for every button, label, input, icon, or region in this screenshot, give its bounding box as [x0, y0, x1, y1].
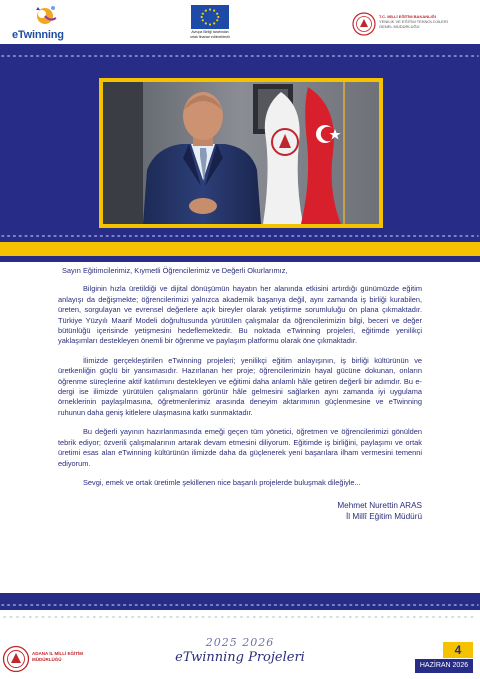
meb-line2: YENİLİK VE EĞİTİM TEKNOLOJİLERİ	[379, 19, 448, 24]
hero-banner	[0, 44, 480, 262]
etwinning-logo	[12, 4, 72, 42]
letter-closing: Sevgi, emek ve ortak üretimle şekillenen nice başarılı projelerde buluşmak dileğiyle...	[83, 477, 361, 487]
meb-seal-icon	[352, 12, 376, 36]
etwinning-star-icon	[32, 4, 58, 28]
year-range: 2025 2026	[205, 636, 275, 649]
eu-flag-icon	[191, 5, 229, 29]
meb-text-block	[379, 14, 448, 29]
letter-paragraph-1: Bilginin hızla üretildiği ve dijital dönüşümün hayatın her alanında etkisini artırdığı günümüzde eğitim anlayışı da değişmekte; öğrencilerimizi yalnızca akademik başarıya değil, aynı zamanda iş birliği kurabilen, üreten, sorgulayan ve evrensel değerlere açık bireyler olarak yetiştirme sorumluluğu ön plana çıkmaktadır. Türkiye Yüzyılı Maarif Modeli doğrultusunda yürütülen çalışmalar da öğrencilerimizin bilgi, beceri ve değer bütünlüğü içerisinde yetişmesini hedeflemektedir. Bu noktada eTwinning projeleri, eğitimde yenilikçi yaklaşımları destekleyen önemli bir öğrenme ve paylaşım platformu olarak öne çıkmaktadır.	[58, 284, 422, 346]
photo-frame	[99, 78, 383, 228]
adana-meb-line1: ADANA İL MİLLİ EĞİTİM	[32, 651, 83, 656]
director-portrait-illustration	[103, 82, 379, 224]
signature-title: İl Millî Eğitim Müdürü	[346, 512, 422, 522]
signature-block	[58, 500, 422, 522]
header	[0, 0, 480, 44]
footer-dotted-divider	[0, 603, 480, 607]
etwinning-wordmark: eTwinning	[12, 29, 64, 41]
eu-logo	[175, 5, 245, 43]
page-number: 4	[443, 642, 473, 658]
adana-meb-line2: MÜDÜRLÜĞÜ	[32, 656, 62, 662]
gold-stripe	[0, 242, 480, 256]
dotted-divider-top	[0, 54, 480, 58]
meb-line3: GENEL MÜDÜRLÜĞÜ	[379, 24, 420, 29]
dotted-divider-bottom	[0, 234, 480, 238]
meb-logo	[352, 12, 472, 40]
eu-caption-line2: ortak finanse edilmektedir	[190, 35, 230, 39]
meb-line1: T.C. MİLLİ EĞİTİM BAKANLIĞI	[379, 14, 436, 19]
director-photo	[103, 82, 379, 224]
letter-paragraph-3: Bu değerli yayının hazırlanmasında emeği geçen tüm yönetici, öğretmen ve öğrencilerimizi gönülden tebrik ediyor; özverili çalışmalarının artarak devam etmesini diliyorum. Eğitimde iş birliğini, paylaşımı ve ortak üretimi esas alan eTwinning kültürünün ilimizde daha da güçlenerek yeni başarılara ilham vermesini temenni ediyorum.	[58, 427, 422, 468]
eu-caption-line1: Avrupa Birliği tarafından	[191, 30, 229, 34]
letter-body	[58, 266, 422, 522]
letter-greeting: Sayın Eğitimcilerimiz, Kıymetli Öğrencilerimiz ve Değerli Okurlarımız,	[62, 266, 288, 275]
project-title: eTwinning Projeleri	[175, 650, 305, 665]
footer-dotted-row	[0, 612, 480, 622]
issue-month: HAZİRAN 2026	[415, 659, 473, 673]
letter-paragraph-2: İlimizde gerçekleştirilen eTwinning projeleri; yenilikçi eğitim anlayışının, iş birliği kültürünün ve üretkenliğin güçlü bir yansımasıdır. Hazırlanan her proje; öğrencilerimizin hayal gücüne dokunan, onların öğrenme süreçlerine aktif katılımını destekleyen ve eğitimi daha anlamlı hâle getiren değerli bir adımdır. Bu e-dergi ise ilimizde yürütülen çalışmaların görünür hâle gelmesini sağlarken aynı zamanda iyi uygulama örneklerinin paylaşılmasına, öğretmenlerimiz arasında deneyim aktarımının güçlenmesine ve eTwinning ruhunun daha geniş kitlelere ulaşmasına katkı sunmaktadır.	[58, 355, 422, 417]
signature-name: Mehmet Nurettin ARAS	[337, 501, 422, 511]
